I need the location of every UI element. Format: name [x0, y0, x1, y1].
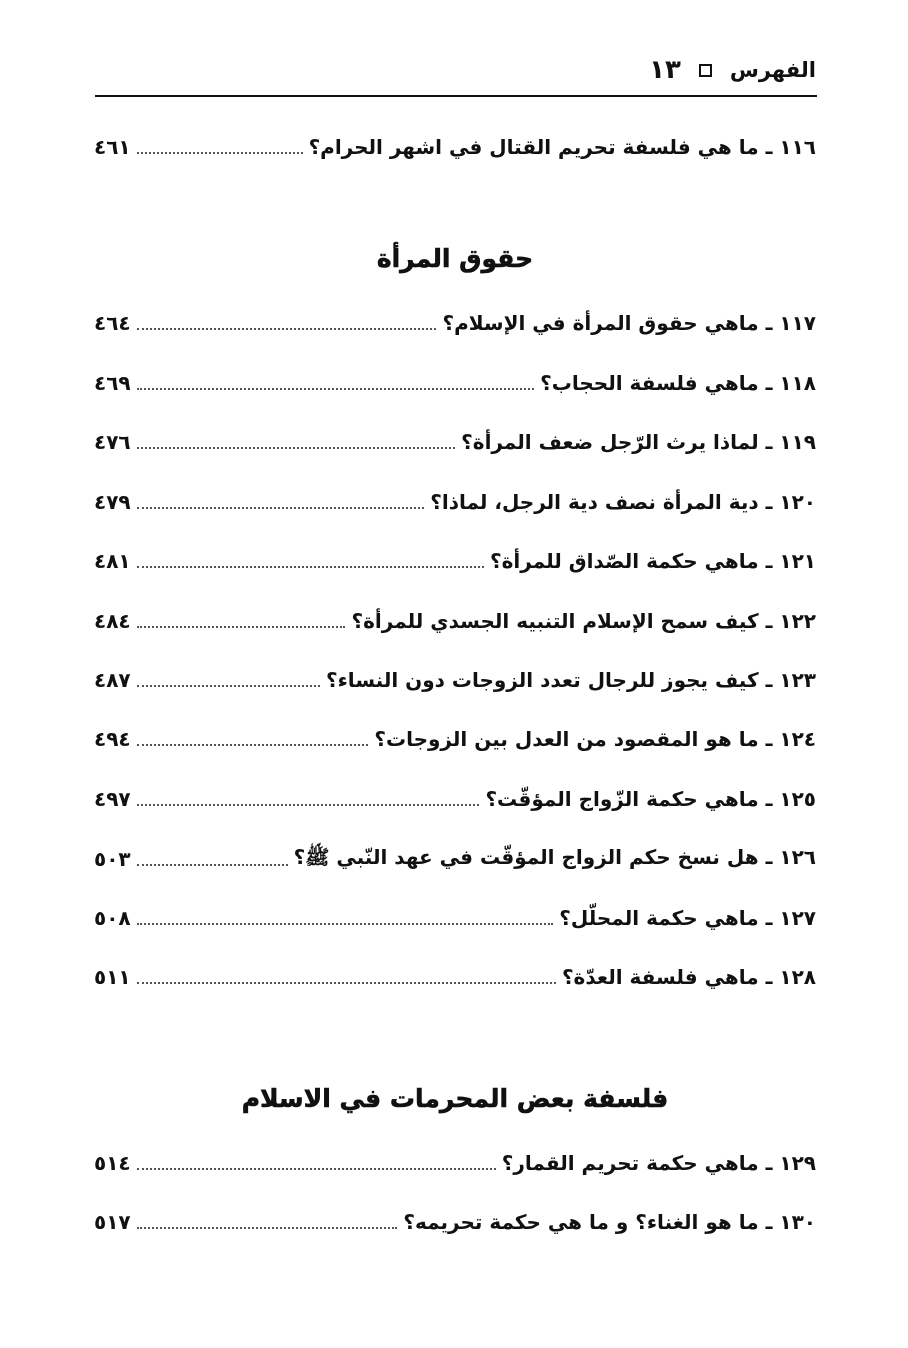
toc-entry	[94, 956, 816, 998]
section-heading: فلسفة بعض المحرمات في الاسلام	[241, 1084, 669, 1113]
header-rule	[95, 95, 817, 97]
toc-entry-page: ٤٨٤	[94, 609, 131, 633]
dot-leader	[137, 864, 288, 866]
toc-entry	[94, 1142, 816, 1184]
toc-entry	[94, 897, 816, 939]
running-header-title: الفهرس	[729, 58, 816, 82]
toc-entry-title: ١١٦ ـ ما هي فلسفة تحريم القتال في اشهر الحرام؟	[308, 135, 816, 159]
toc-entry-title: ١٢٦ ـ هل نسخ حكم الزواج المؤقّت في عهد النّبي ﷺ؟	[293, 844, 816, 869]
dot-leader	[137, 626, 346, 628]
toc-entry-title: ١١٩ ـ لماذا يرث الرّجل ضعف المرأة؟	[461, 430, 816, 454]
toc-entry	[94, 838, 816, 880]
dot-leader	[137, 982, 556, 984]
toc-entry	[94, 481, 816, 523]
toc-entry-page: ٤٧٩	[94, 490, 131, 514]
dot-leader	[137, 566, 484, 568]
square-ornament-icon	[699, 64, 712, 77]
toc-entry	[94, 362, 816, 404]
toc-entry-title: ١٢٧ ـ ماهي حكمة المحلّل؟	[559, 906, 816, 930]
toc-entry-page: ٥١١	[94, 965, 131, 989]
toc-entry-title: ١٢١ ـ ماهي حكمة الصّداق للمرأة؟	[490, 549, 816, 573]
dot-leader	[137, 1227, 398, 1229]
dot-leader	[137, 152, 303, 154]
running-header	[96, 50, 816, 90]
toc-entry	[94, 540, 816, 582]
toc-entry-title: ١٢٤ ـ ما هو المقصود من العدل بين الزوجات؟	[374, 727, 816, 751]
toc-entry	[94, 600, 816, 642]
toc-entry-title: ١١٨ ـ ماهي فلسفة الحجاب؟	[540, 371, 816, 395]
dot-leader	[137, 923, 554, 925]
toc-entry-page: ٤٩٧	[94, 787, 131, 811]
page-number: ١٣	[649, 55, 681, 85]
toc-entry-title: ١٢٣ ـ كيف يجوز للرجال تعدد الزوجات دون النساء؟	[325, 668, 816, 692]
toc-entry-page: ٤٦١	[94, 135, 131, 159]
toc-entry	[94, 302, 816, 344]
toc-entry	[94, 126, 816, 168]
toc-entry-title: ١٢٠ ـ دية المرأة نصف دية الرجل، لماذا؟	[430, 490, 816, 514]
dot-leader	[137, 744, 369, 746]
dot-leader	[137, 1168, 496, 1170]
toc-entry-page: ٤٦٩	[94, 371, 131, 395]
dot-leader	[137, 507, 425, 509]
toc-entry-page: ٤٧٦	[94, 430, 131, 454]
toc-entry-page: ٥١٧	[94, 1210, 131, 1234]
toc-entry-title: ١١٧ ـ ماهي حقوق المرأة في الإسلام؟	[442, 311, 816, 335]
toc-entry	[94, 1201, 816, 1243]
toc-entry-title: ١٢٩ ـ ماهي حكمة تحريم القمار؟	[501, 1151, 816, 1175]
toc-entry-title: ١٢٨ ـ ماهي فلسفة العدّة؟	[561, 965, 816, 989]
toc-entry	[94, 718, 816, 760]
toc-entry-title: ١٢٢ ـ كيف سمح الإسلام التنبيه الجسدي للمرأة؟	[351, 609, 816, 633]
toc-entry	[94, 778, 816, 820]
toc-entry-page: ٤٨٧	[94, 668, 131, 692]
dot-leader	[137, 447, 456, 449]
dot-leader	[137, 328, 437, 330]
toc-entry-page: ٤٩٤	[94, 727, 131, 751]
toc-entry	[94, 421, 816, 463]
dot-leader	[137, 804, 480, 806]
toc-entry-title: ١٣٠ ـ ما هو الغناء؟ و ما هي حكمة تحريمه؟	[403, 1210, 816, 1234]
toc-entry-page: ٥١٤	[94, 1151, 131, 1175]
section-heading: حقوق المرأة	[376, 244, 534, 273]
toc-entry-title: ١٢٥ ـ ماهي حكمة الزّواج المؤقّت؟	[485, 787, 816, 811]
dot-leader	[137, 685, 320, 687]
toc-entry-page: ٤٦٤	[94, 311, 131, 335]
toc-entry-page: ٥٠٣	[94, 847, 131, 871]
toc-entry	[94, 659, 816, 701]
toc-entry-page: ٤٨١	[94, 549, 131, 573]
toc-entry-page: ٥٠٨	[94, 906, 131, 930]
dot-leader	[137, 388, 535, 390]
